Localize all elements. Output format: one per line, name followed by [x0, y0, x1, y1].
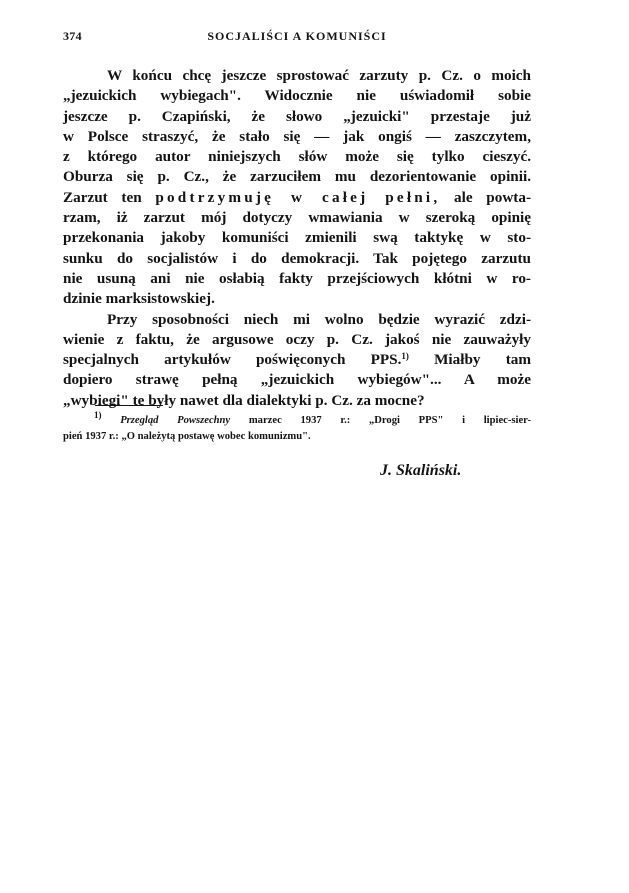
text-segment: marzec 1937 r.: „Drogi PPS" i lipiec-sier- [248, 415, 531, 426]
footnote-source: Przegląd Powszechny [120, 415, 231, 426]
text-line: sunku do socjalistów i do demokracji. Tak pojętego zarzutu [63, 249, 531, 267]
body-text [63, 66, 531, 411]
text-line: wienie z faktu, że argusowe oczy p. Cz. jakoś nie zauważyły [63, 330, 531, 348]
text-line: Przy sposobności niech mi wolno będzie wyrazić zdzi- [107, 310, 531, 328]
text-line: nie usuną ani nie osłabią fakty przejściowych kłótni w ro- [63, 269, 531, 287]
footnote-marker: 1) [94, 410, 102, 420]
running-head: SOCJALIŚCI A KOMUNIŚCI [207, 29, 387, 43]
page-number: 374 [63, 29, 82, 43]
text-line: „jezuickich wybiegach". Widocznie nie uświadomił sobie [63, 87, 531, 105]
text-line: z którego autor niniejszych słów może się tylko cieszyć. [63, 148, 531, 166]
text-line: jeszcze p. Czapiński, że słowo „jezuicki" przestaje już [63, 107, 531, 125]
text-line: w Polsce straszyć, że stało się — jak ongiś — zaszczytem, [63, 127, 531, 145]
footnote [63, 410, 531, 445]
text-line: przekonania jakoby komuniści zmienili swą taktykę w sto- [63, 229, 531, 247]
spaced-emphasis: podtrzymuję w całej pełni, [155, 188, 441, 206]
text-segment: Miałby tam [434, 351, 531, 369]
signature: J. Skaliński. [380, 462, 462, 479]
text-line: rzam, iż zarzut mój dotyczy wmawiania w szeroką opinię [63, 209, 531, 227]
text-segment: Zarzut ten [63, 188, 142, 206]
footnote-reference: 1) [401, 351, 409, 362]
footnote-line [63, 410, 531, 429]
text-line: dzinie marksistowskiej. [63, 290, 215, 308]
text-line: „wybiegi" te były nawet dla dialektyki p. Cz. za mocne? [63, 391, 425, 409]
footnote-rule [95, 405, 163, 406]
text-line [63, 188, 531, 208]
text-line: Oburza się p. Cz., że zarzuciłem mu dezorientowanie opinii. [63, 168, 531, 186]
text-segment: specjalnych artykułów poświęconych PPS. [63, 351, 402, 369]
text-segment: ale powta- [454, 188, 532, 206]
text-line [63, 350, 531, 370]
text-line: W końcu chcę jeszcze sprostować zarzuty p. Cz. o moich [107, 67, 531, 84]
footnote-line: pień 1937 r.: „O należytą postawę wobec komunizmu". [63, 431, 311, 442]
text-line: dopiero strawę pełną „jezuickich wybiegów"... A może [63, 371, 531, 389]
